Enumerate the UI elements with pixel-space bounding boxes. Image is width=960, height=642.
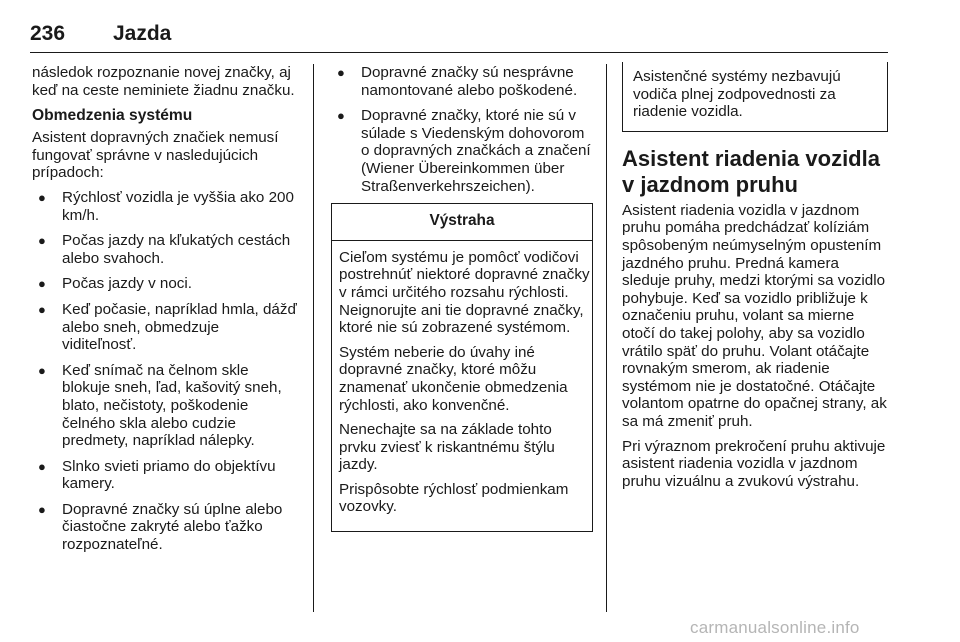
column-middle: [331, 64, 593, 532]
list-item: ● Slnko svieti priamo do objektívu kamery.: [32, 458, 297, 493]
warning-title: Výstraha: [332, 204, 592, 241]
section-heading: Obmedzenia systému: [32, 107, 193, 125]
lead-paragraph: Asistent dopravných značiek nemusí fungovať správne v nasledujúcich prípadoch:: [32, 129, 279, 182]
note-text: Asistenčné systémy nezbavujú vodiča plnej zodpovednosti za riadenie vozidla.: [633, 68, 841, 121]
list-item: ● Počas jazdy v noci.: [32, 275, 297, 293]
page-header: [30, 22, 888, 53]
limitations-list-continued: [331, 64, 593, 195]
intro-paragraph: následok rozpoznanie novej značky, aj keď na ceste neminiete žiadnu značku.: [32, 64, 295, 99]
list-item: ● Dopravné značky sú úplne alebo čiastočne zakryté alebo ťažko rozpoznateľné.: [32, 501, 297, 554]
column-divider: [606, 64, 607, 612]
warning-paragraph: Nenechajte sa na základe tohto prvku zviesť k riskantnému štýlu jazdy.: [339, 421, 555, 474]
watermark: carmanualsonline.info: [690, 618, 860, 637]
warning-paragraph: Prispôsobte rýchlosť podmienkam vozovky.: [339, 480, 569, 516]
column-left: [32, 64, 297, 562]
warning-paragraph: Cieľom systému je pomôcť vodičovi postrehnúť niektoré dopravné značky v rámci určitého rozsahu rýchlosti. Neignorujte ani tie dopravné značky, ktoré nie sú zobrazené systémom.: [339, 248, 590, 337]
list-item: ● Dopravné značky, ktoré nie sú v súlade s Viedenským dohovorom o dopravných značkách a značení (Wiener Übereinkommen über Straßenverkehrszeichen).: [331, 107, 593, 195]
warning-box: [331, 203, 593, 532]
list-item: ● Dopravné značky sú nesprávne namontované alebo poškodené.: [331, 64, 593, 99]
limitations-list: [32, 189, 297, 554]
list-item: ● Počas jazdy na kľukatých cestách alebo svahoch.: [32, 232, 297, 267]
column-divider: [313, 64, 314, 612]
body-paragraph: Pri výraznom prekročení pruhu aktivuje asistent riadenia vozidla v jazdnom pruhu vizuálnu a zvukovú výstrahu.: [622, 437, 886, 490]
chapter-title: Jazda: [113, 22, 172, 45]
column-right: [622, 64, 888, 497]
warning-paragraph: Systém neberie do úvahy iné dopravné značky, ktoré môžu znamenať ukončenie obmedzenia rýchlosti, ako konvenčné.: [339, 343, 568, 414]
warning-body: [332, 241, 592, 531]
list-item: ● Keď snímač na čelnom skle blokuje sneh, ľad, kašovitý sneh, blato, nečistoty, poškodenie čelného skla alebo cudzie predmety, napríklad nálepky.: [32, 362, 297, 450]
note-box: [622, 62, 888, 132]
body-paragraph: Asistent riadenia vozidla v jazdnom pruhu pomáha predchádzať kolíziám spôsobeným neúmyselným opustením jazdného pruhu. Predná kamera sleduje pruhy, medzi ktorými sa vozidlo pohybuje. Keď sa vozidlo približuje k označeniu pruhu, volant sa mierne otočí do takej polohy, aby sa vozidlo vrátilo späť do pruhu. Volant otáčajte rovnakým smerom, ak riadenie systémom nie je dostatočné. Otáčajte volantom opatrne do opačnej strany, ak sa má zmeniť pruh.: [622, 201, 887, 430]
list-item: ● Rýchlosť vozidla je vyššia ako 200 km/h.: [32, 189, 297, 224]
page-number: 236: [30, 22, 66, 45]
list-item: ● Keď počasie, napríklad hmla, dážď alebo sneh, obmedzuje viditeľnosť.: [32, 301, 297, 354]
section-heading-large: Asistent riadenia vozidla v jazdnom pruhu: [622, 145, 880, 197]
